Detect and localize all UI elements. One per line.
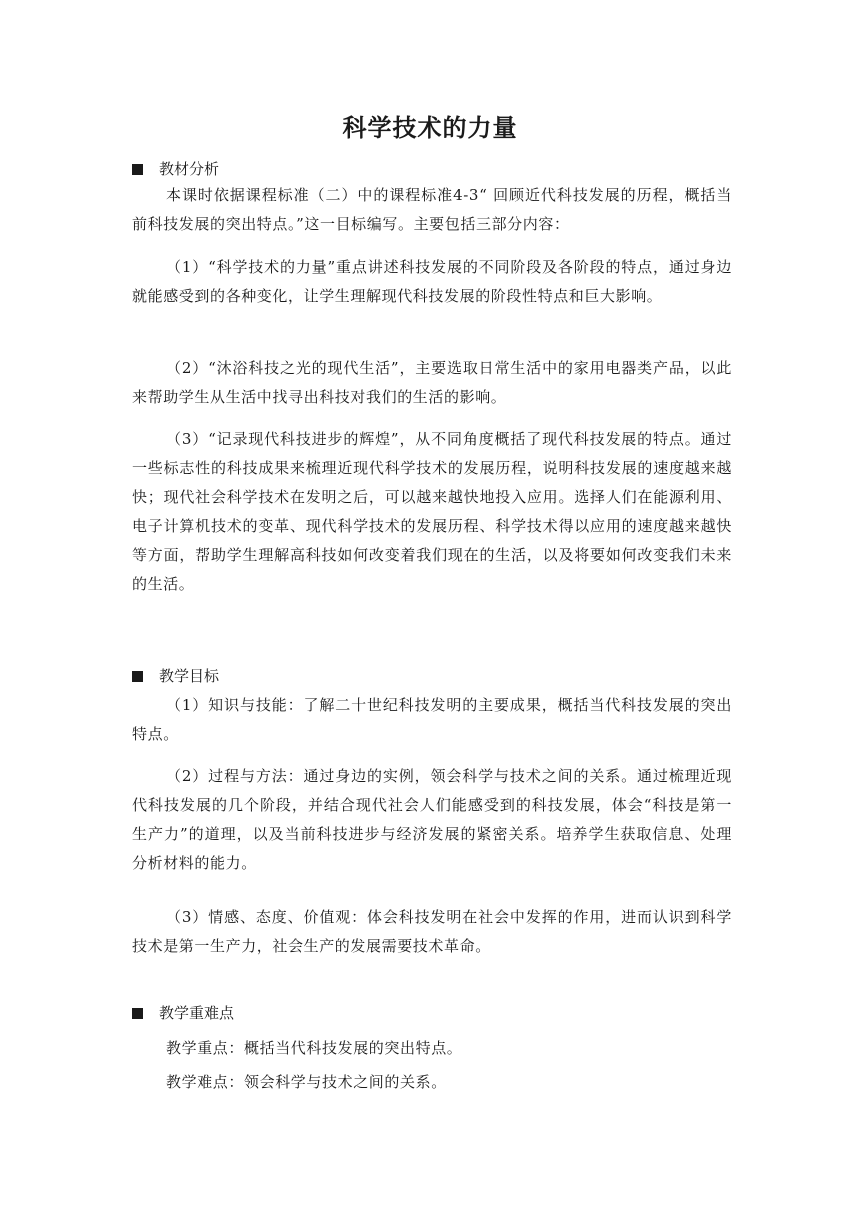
- paragraph-part-2: （2）“沐浴科技之光的现代生活”，主要选取日常生活中的家用电器类产品，以此来帮助学生从生活中找寻出科技对我们的生活的影响。: [132, 359, 732, 406]
- paragraph-goal-process: （2）过程与方法：通过身边的实例，领会科学与技术之间的关系。通过梳理近现代科技发展的几个阶段，并结合现代社会人们能感受到的科技发展，体会“科技是第一生产力”的道理，以及当前科技进步与经济发展的紧密关系。培养学生获取信息、处理分析材料的能力。: [132, 767, 732, 872]
- square-bullet-icon: [132, 1008, 143, 1019]
- square-bullet-icon: [132, 671, 143, 682]
- section-heading-label: 教学重难点: [159, 1004, 235, 1022]
- square-bullet-icon: [132, 164, 143, 175]
- paragraph-part-1: （1）“科学技术的力量”重点讲述科技发展的不同阶段及各阶段的特点，通过身边就能感受到的各种变化，让学生理解现代科技发展的阶段性特点和巨大影响。: [132, 258, 732, 305]
- section-heading-textbook-analysis: [132, 158, 219, 179]
- section-heading-key-points: [132, 1002, 234, 1023]
- section-heading-label: 教材分析: [159, 160, 220, 178]
- section-heading-teaching-goals: [132, 665, 219, 686]
- section-heading-label: 教学目标: [159, 667, 220, 685]
- page-title: 科学技术的力量: [342, 114, 518, 142]
- difficult-point-text: 教学难点：领会科学与技术之间的关系。: [166, 1073, 447, 1091]
- key-point-text: 教学重点：概括当代科技发展的突出特点。: [166, 1039, 463, 1057]
- paragraph-intro: 本课时依据课程标准（二）中的课程标准4-3“ 回顾近代科技发展的历程，概括当前科技发展的突出特点。”这一目标编写。主要包括三部分内容：: [132, 186, 732, 233]
- paragraph-goal-attitude: （3）情感、态度、价值观：体会科技发明在社会中发挥的作用，进而认识到科学技术是第一生产力，社会生产的发展需要技术革命。: [132, 908, 732, 955]
- paragraph-part-3: （3）“记录现代科技进步的辉煌”，从不同角度概括了现代科技发展的特点。通过一些标志性的科技成果来梳理近现代科学技术的发展历程，说明科技发展的速度越来越快；现代社会科学技术在发明之后，可以越来越快地投入应用。选择人们在能源利用、电子计算机技术的变革、现代科学技术的发展历程、科学技术得以应用的速度越来越快等方面，帮助学生理解高科技如何改变着我们现在的生活，以及将要如何改变我们未来的生活。: [132, 430, 732, 593]
- paragraph-goal-knowledge: （1）知识与技能：了解二十世纪科技发明的主要成果，概括当代科技发展的突出特点。: [132, 696, 732, 743]
